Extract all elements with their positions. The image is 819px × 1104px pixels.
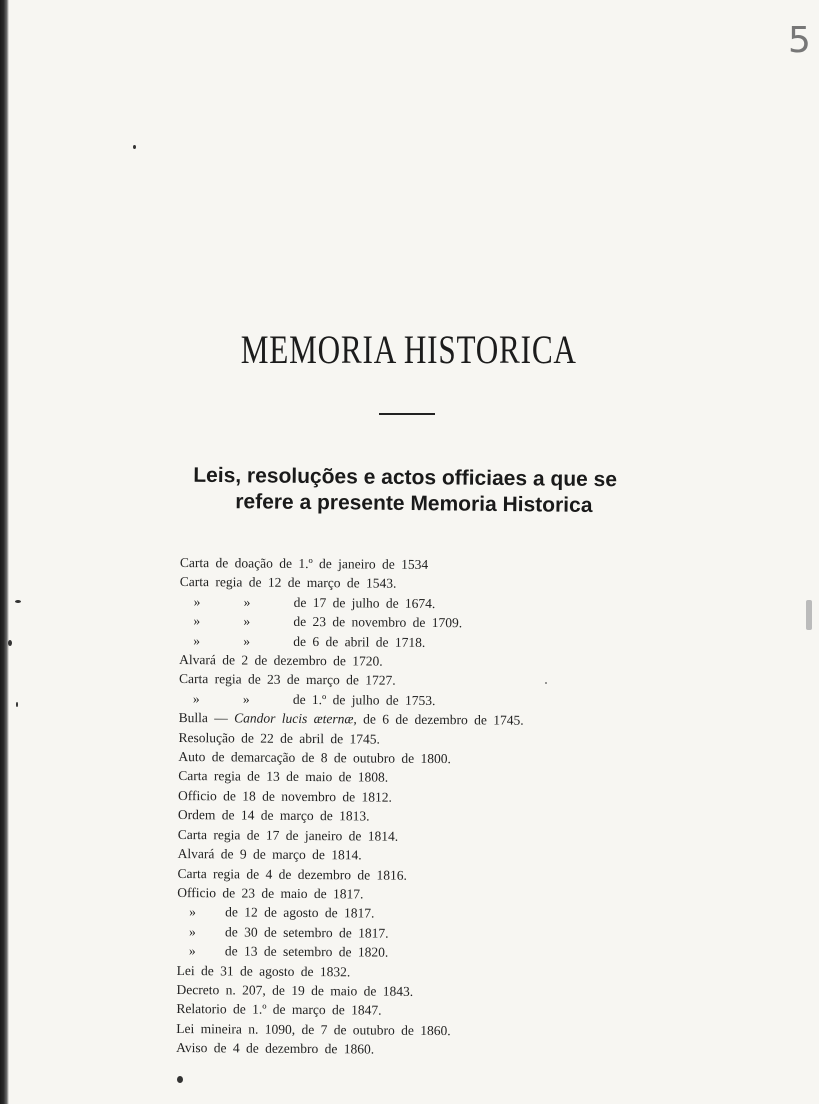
list-item: Carta de doação de 1.º de janeiro de 1534 xyxy=(179,554,429,572)
ink-speck xyxy=(177,1076,183,1083)
list-item: Officio de 18 de novembro de 1812. xyxy=(178,787,392,805)
ditto-mark: » xyxy=(188,923,196,939)
list-item: » de 13 de setembro de 1820. xyxy=(188,943,389,960)
list-item: Decreto n. 207, de 19 de maio de 1843. xyxy=(176,981,414,999)
section-heading-line-1: Leis, resoluções e actos officiaes a que se xyxy=(193,463,618,492)
list-item: Aviso de 4 de dezembro de 1860. xyxy=(176,1040,375,1057)
list-item: Lei de 31 de agosto de 1832. xyxy=(176,962,351,979)
title-divider xyxy=(379,413,435,415)
list-item: » de 30 de setembro de 1817. xyxy=(188,923,389,941)
page-binding-edge xyxy=(0,0,9,1104)
list-item: Relatorio de 1.º de março de 1847. xyxy=(176,1001,382,1018)
page-number: 5 xyxy=(788,20,811,61)
ink-speck xyxy=(8,640,12,646)
ink-speck xyxy=(15,600,21,603)
bull-title: Candor lucis æternæ, xyxy=(234,710,357,727)
list-item: » » de 1.º de julho de 1753. xyxy=(192,690,436,708)
acts-list xyxy=(176,553,525,1060)
ink-speck xyxy=(16,702,18,707)
list-item: Carta regia de 4 de dezembro de 1816. xyxy=(177,865,407,883)
list-item: Carta regia de 12 de março de 1543. xyxy=(179,574,397,592)
ditto-mark: » xyxy=(243,633,251,649)
ditto-mark: » xyxy=(242,691,250,707)
list-item: » » de 17 de julho de 1674. xyxy=(193,593,436,611)
list-item: Carta regia de 13 de maio de 1808. xyxy=(178,768,389,786)
list-item: Auto de demarcação de 8 de outubro de 1800. xyxy=(178,749,451,767)
ditto-mark: » xyxy=(193,632,201,648)
list-item: Carta regia de 17 de janeiro de 1814. xyxy=(177,826,399,844)
ditto-mark: » xyxy=(188,943,196,959)
section-heading xyxy=(150,462,661,519)
ink-speck xyxy=(806,600,812,630)
list-item: » » de 23 de novembro de 1709. xyxy=(193,613,463,631)
ditto-mark: » xyxy=(243,594,251,610)
ditto-mark: » xyxy=(243,613,251,629)
ditto-mark: » xyxy=(193,593,201,609)
ditto-mark: » xyxy=(189,904,196,920)
ditto-mark: » xyxy=(192,690,200,707)
ink-speck xyxy=(133,145,136,149)
list-item: Lei mineira n. 1090, de 7 de outubro de 1860. xyxy=(176,1020,451,1038)
list-item: Carta regia de 23 de março de 1727. xyxy=(178,671,396,689)
list-item: » de 12 de agosto de 1817. xyxy=(189,904,375,921)
list-item: Officio de 23 de maio de 1817. xyxy=(177,884,364,902)
page-title: MEMORIA HISTORICA xyxy=(240,327,577,372)
list-item: Bulla — Candor lucis æternæ, de 6 de dezembro de 1745. xyxy=(178,710,524,728)
list-item: Resolução de 22 de abril de 1745. xyxy=(178,729,380,747)
list-item: » » de 6 de abril de 1718. xyxy=(193,632,426,650)
list-item: Alvará de 9 de março de 1814. xyxy=(177,846,362,863)
list-item: Ordem de 14 de março de 1813. xyxy=(177,807,370,824)
list-item: Alvará de 2 de dezembro de 1720. xyxy=(179,652,383,669)
ditto-mark: » xyxy=(193,613,201,629)
ink-speck xyxy=(545,682,547,684)
section-heading-line-2: refere a presente Memoria Historica xyxy=(235,490,593,517)
